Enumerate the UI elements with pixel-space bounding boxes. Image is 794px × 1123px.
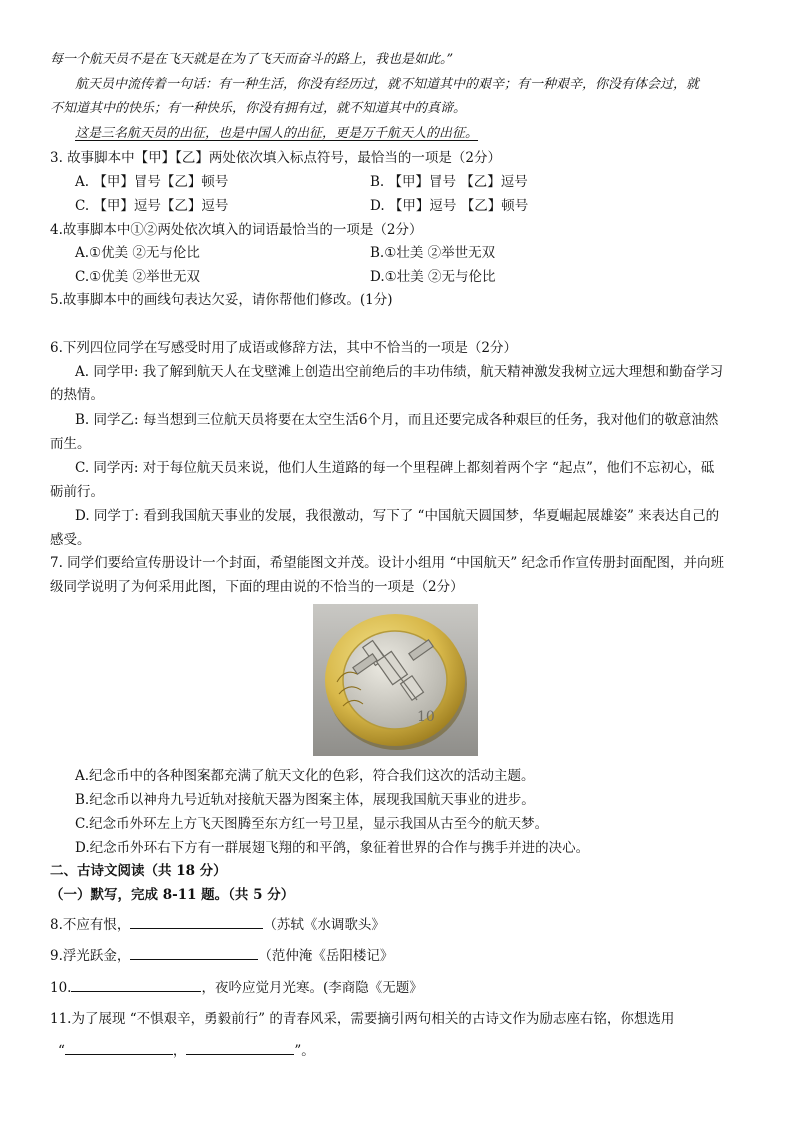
question-4-stem: 4.故事脚本中①②两处依次填入的词语最恰当的一项是（2分）	[50, 222, 423, 238]
q10-source: ，夜吟应觉月光寒。(李商隐《无题》	[201, 980, 423, 996]
question-9	[50, 945, 393, 966]
q3-option-c: C. 【甲】逗号【乙】逗号	[75, 198, 229, 214]
question-10	[50, 977, 423, 998]
q8-answer-blank[interactable]	[130, 914, 263, 929]
q8-prefix: 8.不应有恨，	[50, 917, 131, 933]
passage-line: 航天员中流传着一句话：有一种生活，你没有经历过，就不知道其中的艰辛；有一种艰辛，你没有体会过，就	[75, 77, 700, 92]
q4-option-d: D.①壮美 ②无与伦比	[370, 269, 496, 285]
q4-option-b: B.①壮美 ②举世无双	[370, 245, 496, 261]
section-2-subtitle: （一）默写，完成 8-11 题。（共 5 分）	[50, 887, 295, 903]
question-5-stem: 5.故事脚本中的画线句表达欠妥，请你帮他们修改。(1分)	[50, 292, 393, 308]
passage-line: 不知道其中的快乐；有一种快乐，你没有拥有过，就不知道其中的真谛。	[50, 101, 467, 116]
question-11-answer	[58, 1040, 315, 1061]
section-2-title: 二、古诗文阅读（共 18 分）	[50, 863, 227, 879]
q6-option-a-cont: 的热情。	[50, 387, 104, 403]
question-11-stem: 11.为了展现 “不惧艰辛，勇毅前行” 的青春风采，需要摘引两句相关的古诗文作为励志座右铭，你想选用	[50, 1011, 675, 1027]
commemorative-coin-image	[313, 604, 478, 756]
question-7-stem: 7. 同学们要给宣传册设计一个封面，希望能图文并茂。设计小组用 “中国航天” 纪念币作宣传册封面配图，并向班	[50, 555, 725, 571]
q9-answer-blank[interactable]	[130, 945, 258, 960]
q10-answer-blank[interactable]	[71, 977, 201, 992]
q6-option-c: C. 同学丙: 对于每位航天员来说，他们人生道路的每一个里程碑上都刻着两个字 “起点”，他们不忘初心，砥	[75, 460, 715, 476]
q3-option-a: A. 【甲】冒号【乙】顿号	[75, 174, 229, 190]
q8-source: （苏轼《水调歌头》	[263, 917, 385, 933]
question-7-stem-cont: 级同学说明了为何采用此图，下面的理由说的不恰当的一项是（2分）	[50, 579, 464, 595]
q11-open-quote: “	[58, 1043, 65, 1059]
q6-option-b-cont: 而生。	[50, 436, 91, 452]
q4-option-a: A.①优美 ②无与伦比	[75, 245, 200, 261]
question-3-stem: 3. 故事脚本中【甲】【乙】两处依次填入标点符号，最恰当的一项是（2分）	[50, 150, 502, 166]
underlined-sentence: 这是三名航天员的出征，也是中国人的出征，更是万千航天人的出征。	[75, 126, 479, 141]
q4-option-c: C.①优美 ②举世无双	[75, 269, 201, 285]
q11-comma: ，	[172, 1043, 187, 1059]
coin-denomination: 10	[417, 709, 435, 725]
q6-option-a: A. 同学甲: 我了解到航天人在戈壁滩上创造出空前绝后的丰功伟绩，航天精神激发我树立远大理想和勤奋学习	[75, 364, 724, 380]
q6-option-c-cont: 砺前行。	[50, 484, 104, 500]
q3-option-b: B. 【甲】冒号 【乙】逗号	[370, 174, 528, 190]
q6-option-b: B. 同学乙: 每当想到三位航天员将要在太空生活6个月，而且还要完成各种艰巨的任务，我对他们的敬意油然	[75, 412, 719, 428]
passage-line: 每一个航天员不是在飞天就是在为了飞天而奋斗的路上，我也是如此。”	[50, 52, 454, 67]
question-8	[50, 914, 385, 935]
q6-option-d-cont: 感受。	[50, 532, 91, 548]
q11-close-quote: ”。	[294, 1043, 315, 1059]
q7-option-d: D.纪念币外环右下方有一群展翅飞翔的和平鸽，象征着世界的合作与携手并进的决心。	[75, 840, 590, 856]
q10-prefix: 10.	[50, 980, 72, 996]
q6-option-d: D. 同学丁: 看到我国航天事业的发展，我很激动，写下了 “中国航天圆国梦，华夏崛起展雄姿” 来表达自己的	[75, 508, 720, 524]
q9-prefix: 9.浮光跃金，	[50, 948, 131, 964]
q9-source: （范仲淹《岳阳楼记》	[258, 948, 394, 964]
question-6-stem: 6.下列四位同学在写感受时用了成语或修辞方法，其中不恰当的一项是（2分）	[50, 340, 517, 356]
q11-answer-blank-2[interactable]	[186, 1040, 294, 1055]
coin-illustration	[313, 604, 478, 756]
q7-option-b: B.纪念币以神舟九号近轨对接航天器为图案主体，展现我国航天事业的进步。	[75, 792, 535, 808]
q11-answer-blank-1[interactable]	[65, 1040, 173, 1055]
q7-option-a: A.纪念币中的各种图案都充满了航天文化的色彩，符合我们这次的活动主题。	[75, 768, 535, 784]
q7-option-c: C.纪念币外环左上方飞天图腾至东方红一号卫星，显示我国从古至今的航天梦。	[75, 816, 549, 832]
q3-option-d: D. 【甲】逗号 【乙】顿号	[370, 198, 529, 214]
